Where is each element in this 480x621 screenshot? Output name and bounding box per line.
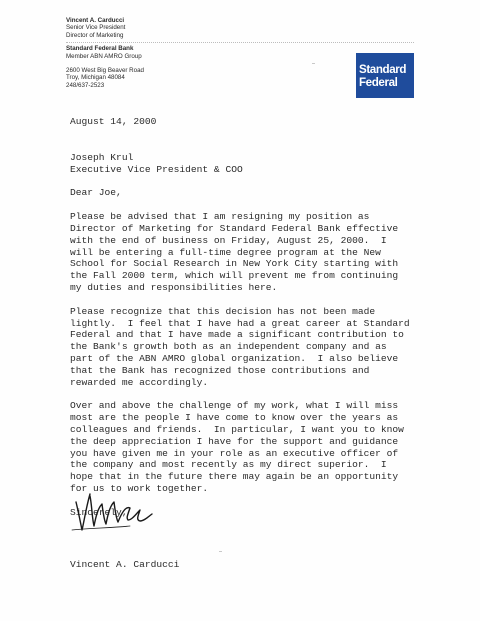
phone-number: 248/637-2523 bbox=[66, 81, 105, 89]
address-line-1: 2600 West Big Beaver Road bbox=[66, 67, 144, 75]
bank-member-line: Member ABN AMRO Group bbox=[66, 52, 142, 60]
signer-name: Vincent A. Carducci bbox=[70, 558, 180, 570]
recipient-name: Joseph Krul bbox=[70, 151, 134, 163]
salutation: Dear Joe, bbox=[70, 187, 122, 199]
letterhead-divider bbox=[66, 42, 414, 43]
scan-speck bbox=[219, 551, 222, 552]
logo-line-1: Standard bbox=[359, 62, 407, 76]
sender-title: Senior Vice President bbox=[66, 24, 126, 32]
handwritten-signature bbox=[70, 484, 158, 536]
standard-federal-logo bbox=[356, 53, 414, 98]
closing: Sincerely, bbox=[70, 506, 128, 518]
sender-name: Vincent A. Carducci bbox=[66, 17, 125, 24]
letter-date: August 14, 2000 bbox=[70, 116, 157, 127]
scan-speck bbox=[312, 63, 315, 64]
letterhead-sender-block bbox=[66, 17, 144, 89]
paragraph-3: Over and above the challenge of my work, what I will miss most are the people I have come to know over the years as colleagues and friends. In particular, I want you to know the deep appreciation I have for the support and guidance you have given me in your role as an executive officer of the company and most recently as my direct superior. I hope that in the future there may again be an opportunity for us to work together. bbox=[70, 400, 404, 494]
recipient-title: Executive Vice President & COO bbox=[70, 163, 243, 175]
paragraph-1: Please be advised that I am resigning my position as Director of Marketing for Standard Federal Bank effective with the end of business on Friday, August 25, 2000. I will be entering a full-time degree program at the New School for Social Research in New York City starting with the Fall 2000 term, which will prevent me from continuing my duties and responsibilities here. bbox=[70, 211, 399, 293]
logo-line-2: Federal bbox=[359, 75, 398, 89]
address-line-2: Troy, Michigan 48084 bbox=[66, 74, 125, 82]
paragraph-2: Please recognize that this decision has not been made lightly. I feel that I have had a great career at Standard Federal and that I have made a significant contribution to the Bank's growth both as an independent company and as part of the ABN AMRO global organization. I also believe that the Bank has recognized those contributions and rewarded me accordingly. bbox=[70, 305, 410, 388]
sender-subtitle: Director of Marketing bbox=[66, 31, 124, 39]
bank-name: Standard Federal Bank bbox=[66, 45, 134, 53]
